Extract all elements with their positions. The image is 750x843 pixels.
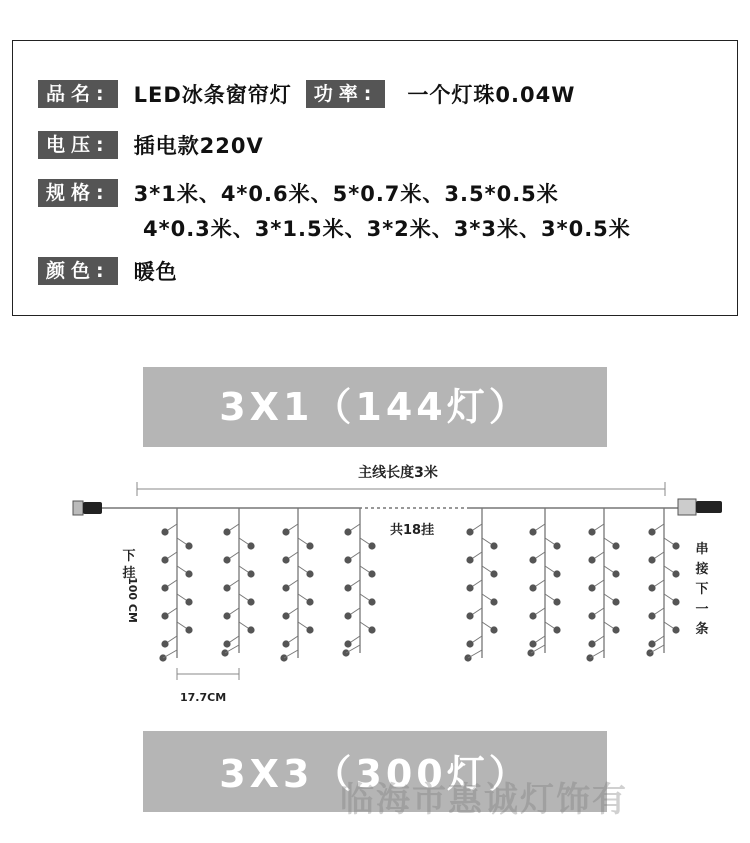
led-bulb — [529, 528, 536, 535]
led-bulb — [306, 598, 313, 605]
size-label: 规格: — [38, 179, 118, 207]
led-bulb — [648, 556, 655, 563]
led-bulb — [553, 626, 560, 633]
led-bulb — [588, 640, 595, 647]
led-bulb — [161, 584, 168, 591]
name-value: LED冰条窗帘灯 — [133, 83, 292, 107]
led-bulb — [223, 584, 230, 591]
drop-label-char-1: 下 — [122, 549, 136, 564]
led-bulb — [529, 640, 536, 647]
led-bulb — [490, 626, 497, 633]
light-drop — [159, 508, 192, 662]
led-bulb — [612, 542, 619, 549]
led-bulb — [282, 584, 289, 591]
connect-char-2: 接 — [695, 562, 709, 577]
led-bulb — [672, 598, 679, 605]
led-bulb — [247, 570, 254, 577]
light-drop — [342, 508, 375, 657]
spec-row-voltage — [38, 130, 264, 160]
banner-3x1: 3X1（144灯） — [143, 367, 607, 447]
led-bulb — [529, 556, 536, 563]
led-bulb — [588, 556, 595, 563]
led-bulb — [648, 640, 655, 647]
led-bulb — [490, 598, 497, 605]
led-bulb — [306, 570, 313, 577]
led-bulb — [306, 626, 313, 633]
led-bulb — [466, 556, 473, 563]
led-bulb — [223, 640, 230, 647]
light-drop — [527, 508, 560, 657]
led-bulb — [490, 570, 497, 577]
spec-row-name — [38, 79, 575, 109]
led-bulb — [553, 542, 560, 549]
spec-row-color — [38, 256, 178, 286]
power-value: 一个灯珠0.04W — [407, 83, 576, 107]
size-line-1: 3*1米、4*0.6米、5*0.7米、3.5*0.5米 — [133, 182, 559, 206]
led-bulb — [344, 528, 351, 535]
led-bulb — [588, 528, 595, 535]
led-bulb — [529, 584, 536, 591]
name-label: 品名: — [38, 80, 118, 108]
input-plug — [73, 501, 102, 515]
power-label: 功率: — [306, 80, 386, 108]
light-drop — [646, 508, 679, 657]
color-label: 颜色: — [38, 257, 118, 285]
spacing-label: 17.7CM — [180, 691, 227, 704]
led-bulb — [612, 626, 619, 633]
led-bulb — [185, 570, 192, 577]
led-bulb — [344, 584, 351, 591]
voltage-label: 电压: — [38, 131, 118, 159]
curtain-light-diagram — [0, 450, 750, 710]
connect-char-3: 下 — [695, 582, 709, 597]
led-bulb — [223, 528, 230, 535]
led-bulb — [368, 626, 375, 633]
led-bulb — [466, 640, 473, 647]
led-bulb — [553, 570, 560, 577]
led-bulb — [466, 528, 473, 535]
connect-char-4: 一 — [695, 602, 709, 617]
led-bulb — [648, 528, 655, 535]
led-bulb — [282, 640, 289, 647]
led-bulb — [368, 542, 375, 549]
led-bulb — [648, 584, 655, 591]
led-bulb — [672, 570, 679, 577]
main-line-label: 主线长度3米 — [358, 465, 438, 481]
led-bulb — [185, 542, 192, 549]
led-bulb — [466, 584, 473, 591]
watermark: 临海市惠诚灯饰有 — [340, 780, 628, 820]
color-value: 暖色 — [133, 260, 178, 284]
led-bulb — [648, 612, 655, 619]
led-bulb — [282, 528, 289, 535]
led-bulb — [588, 612, 595, 619]
total-hangs-label: 共18挂 — [390, 523, 435, 538]
led-bulb — [185, 598, 192, 605]
led-bulb — [247, 598, 254, 605]
led-bulb — [344, 640, 351, 647]
light-drop — [586, 508, 619, 662]
connect-char-1: 串 — [695, 542, 709, 557]
size-line-2: 4*0.3米、3*1.5米、3*2米、3*3米、3*0.5米 — [143, 217, 631, 241]
led-bulb — [612, 570, 619, 577]
drop-label-char-2: 挂 — [122, 566, 136, 581]
led-bulb — [344, 612, 351, 619]
led-bulb — [185, 626, 192, 633]
spec-row-size — [38, 178, 559, 208]
led-bulb — [466, 612, 473, 619]
banner-3x3: 3X3（300灯） — [143, 731, 607, 812]
led-bulb — [553, 598, 560, 605]
led-bulb — [282, 556, 289, 563]
led-bulb — [344, 556, 351, 563]
led-bulb — [161, 612, 168, 619]
output-connector — [678, 499, 722, 515]
led-bulb — [368, 570, 375, 577]
light-drop — [464, 508, 497, 662]
led-bulb — [672, 626, 679, 633]
voltage-value: 插电款220V — [133, 134, 264, 158]
led-bulb — [161, 528, 168, 535]
led-bulb — [588, 584, 595, 591]
light-drop — [221, 508, 254, 657]
connect-char-5: 条 — [695, 622, 709, 637]
led-bulb — [223, 612, 230, 619]
led-bulb — [161, 556, 168, 563]
spec-box — [12, 40, 738, 316]
led-bulb — [306, 542, 313, 549]
light-drop — [280, 508, 313, 662]
led-bulb — [247, 626, 254, 633]
led-bulb — [672, 542, 679, 549]
led-bulb — [161, 640, 168, 647]
led-bulb — [529, 612, 536, 619]
led-bulb — [247, 542, 254, 549]
led-bulb — [368, 598, 375, 605]
led-bulb — [282, 612, 289, 619]
drop-length-label: 100 CM — [126, 577, 139, 623]
led-bulb — [223, 556, 230, 563]
led-bulb — [612, 598, 619, 605]
led-bulb — [490, 542, 497, 549]
